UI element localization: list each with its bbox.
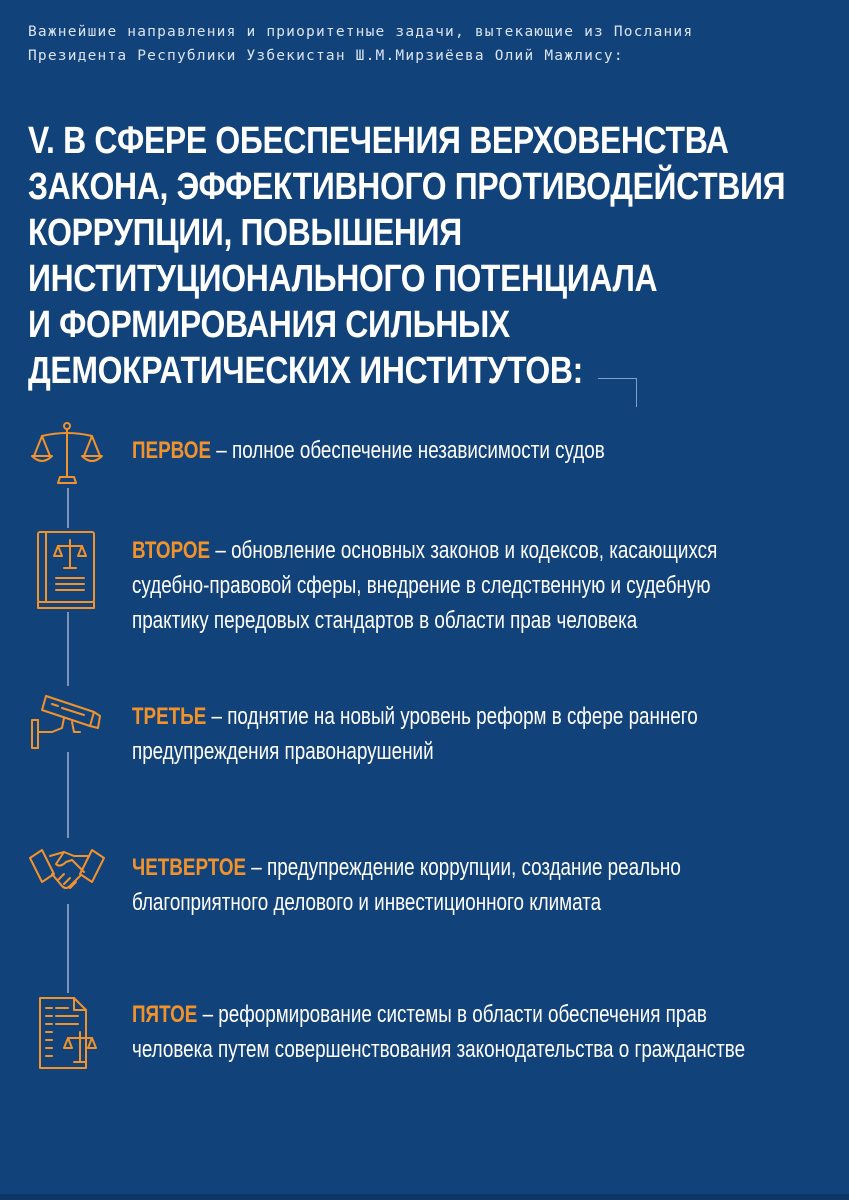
priority-description: – предупреждение коррупции, создание реально bbox=[251, 854, 681, 881]
intro-text bbox=[28, 20, 828, 68]
section-heading bbox=[28, 118, 786, 394]
law-book-icon bbox=[28, 528, 106, 612]
priority-description: – обновление основных законов и кодексов, касающихся bbox=[215, 537, 718, 564]
handshake-icon bbox=[28, 838, 106, 904]
priority-text bbox=[132, 997, 823, 1067]
heading-line: ЗАКОНА, ЭФФЕКТИВНОГО ПРОТИВОДЕЙСТВИЯ bbox=[28, 166, 786, 208]
heading-bracket-decoration bbox=[598, 378, 637, 407]
priority-description: человека путем совершенствования законодательства о гражданстве bbox=[132, 1036, 746, 1063]
priority-text bbox=[132, 850, 823, 920]
priority-label: ПЕРВОЕ bbox=[132, 437, 212, 464]
security-camera-icon bbox=[28, 686, 106, 752]
priority-description: – реформирование системы в области обеспечения прав bbox=[202, 1001, 707, 1028]
heading-line: ДЕМОКРАТИЧЕСКИХ ИНСТИТУТОВ: bbox=[28, 350, 583, 392]
priority-description: благоприятного делового и инвестиционного климата bbox=[132, 889, 602, 916]
priority-text bbox=[132, 433, 823, 468]
priority-description: предупреждения правонарушений bbox=[132, 738, 434, 765]
intro-line: Президента Республики Узбекистан Ш.М.Мирзиёева Олий Мажлису: bbox=[28, 48, 624, 64]
heading-line: ИНСТИТУЦИОНАЛЬНОГО ПОТЕНЦИАЛА bbox=[28, 258, 658, 300]
heading-line: КОРРУПЦИИ, ПОВЫШЕНИЯ bbox=[28, 212, 462, 254]
priority-description: судебно-правовой сферы, внедрение в следственную и судебную bbox=[132, 572, 711, 599]
priority-label: ВТОРОЕ bbox=[132, 537, 211, 564]
priority-description: – поднятие на новый уровень реформ в сфере раннего bbox=[211, 703, 698, 730]
priority-label: ТРЕТЬЕ bbox=[132, 703, 207, 730]
heading-line: V. В СФЕРЕ ОБЕСПЕЧЕНИЯ ВЕРХОВЕНСТВА bbox=[28, 120, 729, 162]
bottom-strip bbox=[0, 1194, 849, 1200]
priority-label: ЧЕТВЕРТОЕ bbox=[132, 854, 247, 881]
priority-description: – полное обеспечение независимости судов bbox=[216, 437, 605, 464]
priority-text bbox=[132, 699, 823, 769]
heading-line: И ФОРМИРОВАНИЯ СИЛЬНЫХ bbox=[28, 304, 510, 346]
legal-document-icon bbox=[28, 994, 106, 1072]
priority-label: ПЯТОЕ bbox=[132, 1001, 198, 1028]
scales-icon bbox=[28, 420, 106, 486]
priority-text bbox=[132, 533, 823, 638]
priority-description: практику передовых стандартов в области прав человека bbox=[132, 607, 638, 634]
intro-line: Важнейшие направления и приоритетные задачи, вытекающие из Послания bbox=[28, 24, 694, 40]
